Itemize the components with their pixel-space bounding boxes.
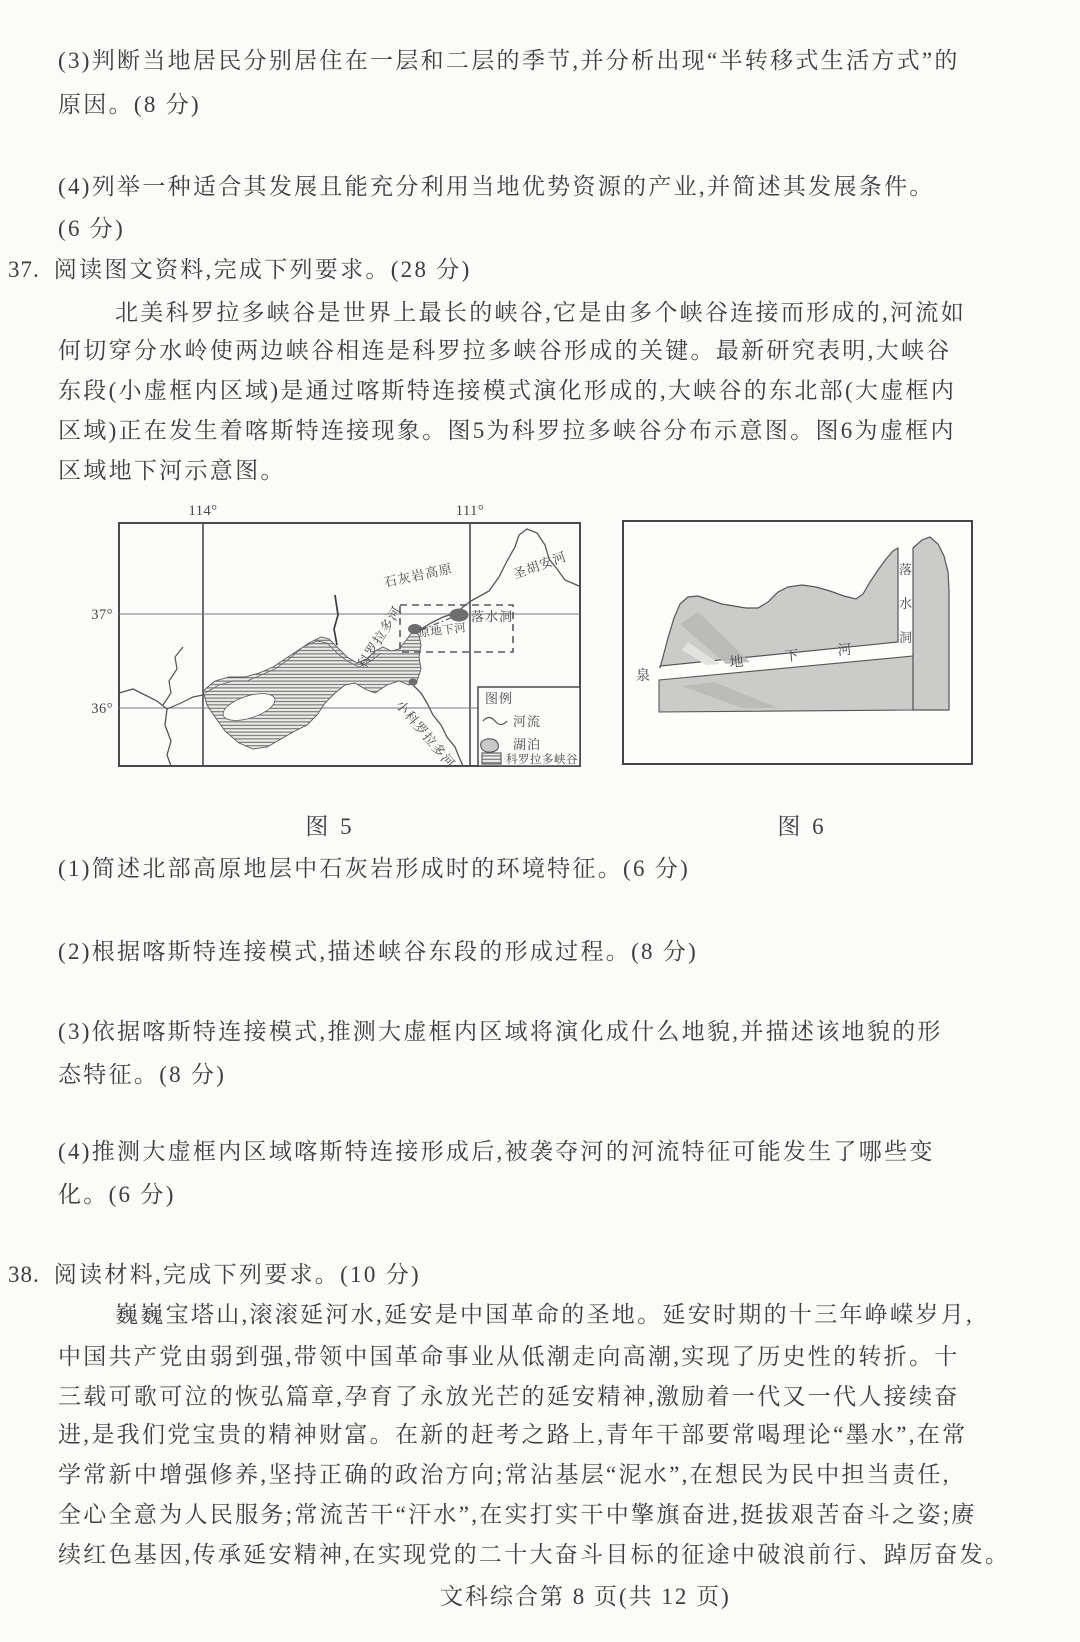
right-rock-block <box>913 537 949 710</box>
q37-part4-line1: (4)推测大虚框内区域喀斯特连接形成后,被袭夺河的河流特征可能发生了哪些变 <box>58 1139 935 1164</box>
q37-intro-line-4: 区域)正在发生着喀斯特连接现象。图5为科罗拉多峡谷分布示意图。图6为虚框内 <box>58 418 956 443</box>
san-juan-river-label: 圣胡安河 <box>510 548 569 582</box>
q38-para-line-4: 进,是我们党宝贵的精神财富。在新的赶考之路上,青年干部要常喝理论“墨水”,在常 <box>58 1422 968 1447</box>
q38-para-line-2: 中国共产党由弱到强,带领中国革命事业从低潮走向高潮,实现了历史性的转折。十 <box>58 1344 960 1369</box>
sinkhole-label: 落水洞 <box>471 609 514 624</box>
legend-lake-icon <box>481 739 499 752</box>
svg-text:洞: 洞 <box>898 630 913 645</box>
colorado-river-label: 科罗拉多河 <box>354 603 405 671</box>
colorado-canyon-band <box>203 631 421 749</box>
lon-114-label: 114° <box>188 503 218 519</box>
lat-37-label: 37° <box>91 607 113 623</box>
svg-text:地: 地 <box>729 654 745 671</box>
small-lake <box>409 679 418 686</box>
lat-36-label: 36° <box>91 701 113 717</box>
q36-part3-line2: 原因。(8 分) <box>58 92 201 117</box>
legend-river-label: 河流 <box>513 714 542 729</box>
q38-para-line-7: 续红色基因,传承延安精神,在实现党的二十大奋斗目标的征途中破浪前行、踔厉奋发。 <box>58 1542 1011 1567</box>
q38-para-line-1: 巍巍宝塔山,滚滚延河水,延安是中国革命的圣地。延安时期的十三年峥嵘岁月, <box>115 1302 975 1327</box>
page-footer: 文科综合第 8 页(共 12 页) <box>440 1584 731 1609</box>
q38-para-line-6: 全心全意为人民服务;常流苦干“汗水”,在实打实干中擎旗奋进,挺拔艰苦奋斗之姿;赓 <box>58 1502 977 1527</box>
q37-intro-line-5: 区域地下河示意图。 <box>58 458 286 483</box>
spring-label: 泉 <box>636 669 650 684</box>
q37-part1: (1)简述北部高原地层中石灰岩形成时的环境特征。(6 分) <box>58 856 691 881</box>
fig6-caption: 图 6 <box>777 814 827 839</box>
map-legend <box>478 687 580 766</box>
lon-111-label: 111° <box>455 503 485 519</box>
legend-canyon-label: 科罗拉多峡谷 <box>506 754 578 766</box>
fig5-caption: 图 5 <box>305 814 355 839</box>
q37-intro-line-1: 北美科罗拉多峡谷是世界上最长的峡谷,它是由多个峡谷连接而形成的,河流如 <box>115 300 966 325</box>
q37-number: 37. <box>8 257 40 282</box>
q38-para-line-5: 学常新中增强修养,坚持正确的政治方向;常沾基层“泥水”,在想民为民中担当责任, <box>58 1462 951 1487</box>
q37-part3-line1: (3)依据喀斯特连接模式,推测大虚框内区域将演化成什么地貌,并描述该地貌的形 <box>58 1019 943 1044</box>
legend-lake-label: 湖泊 <box>513 737 542 752</box>
svg-text:下: 下 <box>784 648 800 665</box>
q37-part3-line2: 态特征。(8 分) <box>58 1062 227 1087</box>
q37-header-line <box>8 251 472 284</box>
q37-header: 阅读图文资料,完成下列要求。(28 分) <box>53 257 472 282</box>
svg-text:河: 河 <box>837 642 853 659</box>
little-colorado-river-label: 小科罗拉多河 <box>392 697 459 772</box>
q38-header: 阅读材料,完成下列要求。(10 分) <box>53 1262 421 1287</box>
q37-part2: (2)根据喀斯特连接模式,描述峡谷东段的形成过程。(8 分) <box>58 939 699 964</box>
q37-part4-line2: 化。(6 分) <box>58 1182 176 1207</box>
q38-header-line <box>8 1256 421 1289</box>
west-river-branch <box>163 647 183 705</box>
limestone-plateau-label: 石灰岩高原 <box>382 560 455 590</box>
legend-canyon-icon <box>482 753 501 764</box>
sinkhole-shaft-label <box>899 562 912 645</box>
legend-title: 图例 <box>485 691 514 706</box>
svg-text:落: 落 <box>898 562 913 577</box>
q36-part4-line2: (6 分) <box>58 216 126 241</box>
west-river <box>119 689 171 766</box>
q36-part3-line1: (3)判断当地居民分别居住在一层和二层的季节,并分析出现“半转移式生活方式”的 <box>58 48 960 73</box>
original-underground-river-label: 原地下河 <box>417 622 468 640</box>
sinkhole-lake <box>450 609 469 622</box>
q36-part4-line1: (4)列举一种适合其发展且能充分利用当地优势资源的产业,并简述其发展条件。 <box>58 174 935 199</box>
figure6-underground-river-section <box>622 520 973 765</box>
q38-number: 38. <box>8 1262 40 1287</box>
q37-intro-line-2: 何切穿分水岭使两边峡谷相连是科罗拉多峡谷形成的关键。最新研究表明,大峡谷 <box>58 338 952 363</box>
svg-text:水: 水 <box>898 596 913 611</box>
q38-para-line-3: 三载可歌可泣的恢弘篇章,孕育了永放光芒的延安精神,激励着一代又一代人接续奋 <box>58 1384 960 1409</box>
figure5-colorado-canyon-map <box>85 493 595 778</box>
west-river-to-canyon <box>167 695 203 709</box>
north-stream <box>334 595 338 645</box>
q37-intro-line-3: 东段(小虚框内区域)是通过喀斯特连接模式演化形成的,大峡谷的东北部(大虚框内 <box>58 378 957 403</box>
